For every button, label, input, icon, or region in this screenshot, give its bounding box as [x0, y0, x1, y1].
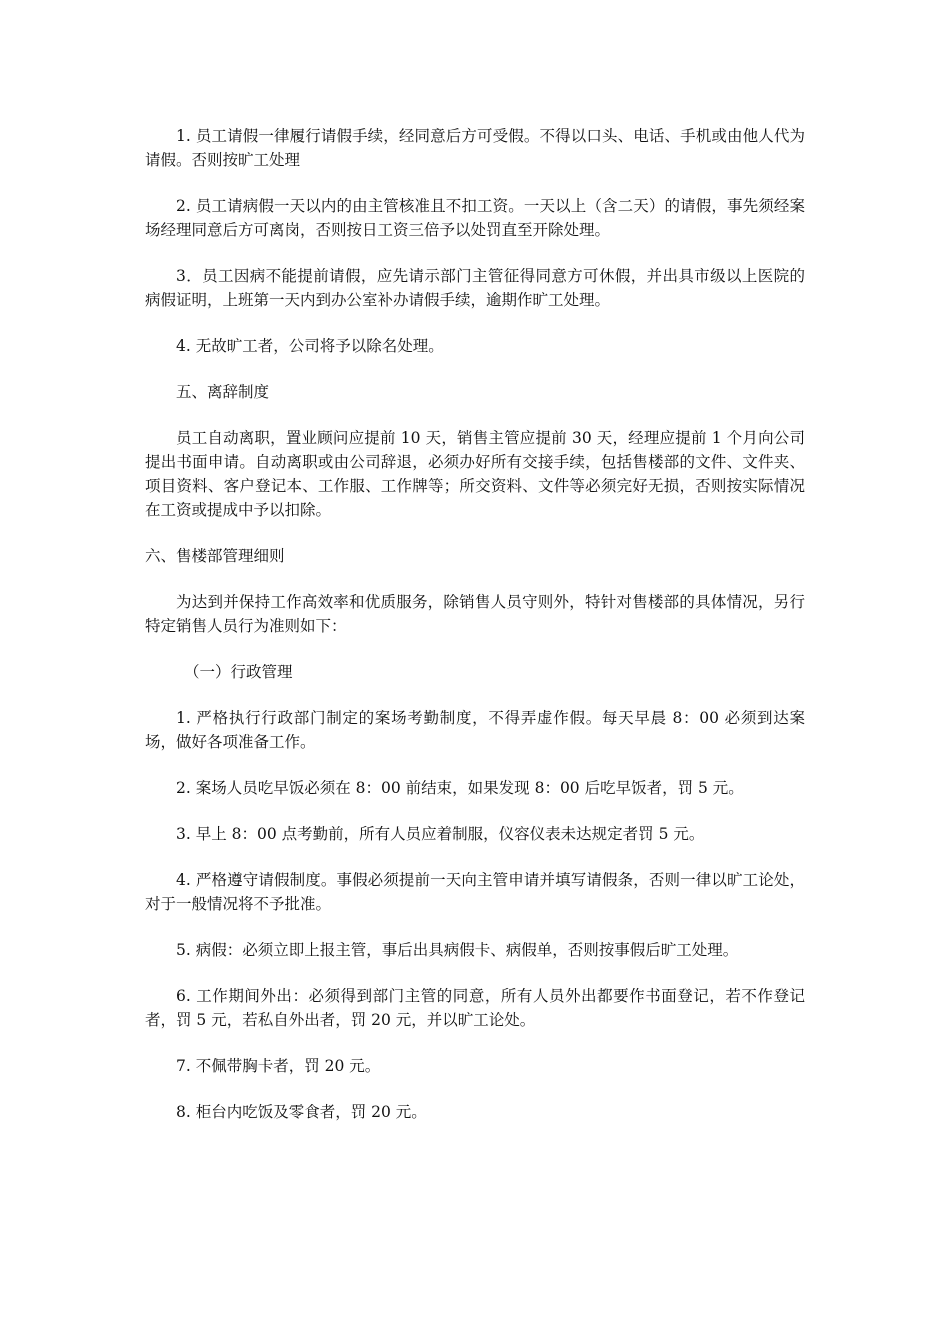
paragraph-illness-leave: 3．员工因病不能提前请假，应先请示部门主管征得同意方可休假，并出具市级以上医院的病假证明，上班第一天内到办公室补办请假手续，逾期作旷工处理。 [145, 267, 805, 309]
paragraph-resignation: 员工自动离职，置业顾问应提前 10 天，销售主管应提前 30 天，经理应提前 1 个月向公司提出书面申请。自动离职或由公司辞退，必须办好所有交接手续，包括售楼部的文件、文件夹、项目资料、客户登记本、工作服、工作牌等；所交资料、文件等必须完好无损，否则按实际情况在工资或提成中予以扣除。 [145, 429, 805, 519]
paragraph-sick-leave: 2. 员工请病假一天以内的由主管核准且不扣工资。一天以上（含二天）的请假，事先须经案场经理同意后方可离岗，否则按日工资三倍予以处罚直至开除处理。 [145, 197, 805, 239]
paragraph-absenteeism: 4. 无故旷工者，公司将予以除名处理。 [176, 337, 444, 355]
list-item-breakfast: 2. 案场人员吃早饭必须在 8：00 前结束，如果发现 8：00 后吃早饭者，罚 5 元。 [176, 779, 744, 797]
list-item-badge: 7. 不佩带胸卡者，罚 20 元。 [176, 1057, 381, 1075]
paragraph-leave-procedure: 1. 员工请假一律履行请假手续，经同意后方可受假。不得以口头、电话、手机或由他人代为请假。否则按旷工处理 [145, 127, 805, 169]
list-item-leave-rules: 4. 严格遵守请假制度。事假必须提前一天向主管申请并填写请假条，否则一律以旷工论处，对于一般情况将不予批准。 [145, 871, 805, 913]
list-item-going-out: 6. 工作期间外出：必须得到部门主管的同意，所有人员外出都要作书面登记，若不作登记者，罚 5 元，若私自外出者，罚 20 元，并以旷工论处。 [145, 987, 805, 1029]
list-item-attendance: 1. 严格执行行政部门制定的案场考勤制度，不得弄虚作假。每天早晨 8：00 必须到达案场，做好各项准备工作。 [145, 709, 805, 751]
paragraph-sales-intro: 为达到并保持工作高效率和优质服务，除销售人员守则外，特针对售楼部的具体情况，另行特定销售人员行为准则如下： [145, 593, 805, 635]
section-heading-resignation: 五、离辞制度 [176, 383, 270, 401]
list-item-sick-leave: 5. 病假：必须立即上报主管，事后出具病假卡、病假单，否则按事假后旷工处理。 [176, 941, 739, 959]
document-body [145, 124, 805, 1146]
subsection-heading-admin: （一）行政管理 [184, 663, 293, 681]
section-heading-sales-office-rules: 六、售楼部管理细则 [145, 547, 285, 565]
list-item-uniform: 3. 早上 8：00 点考勤前，所有人员应着制服，仪容仪表未达规定者罚 5 元。 [176, 825, 705, 843]
list-item-eating-at-counter: 8. 柜台内吃饭及零食者，罚 20 元。 [176, 1103, 427, 1121]
